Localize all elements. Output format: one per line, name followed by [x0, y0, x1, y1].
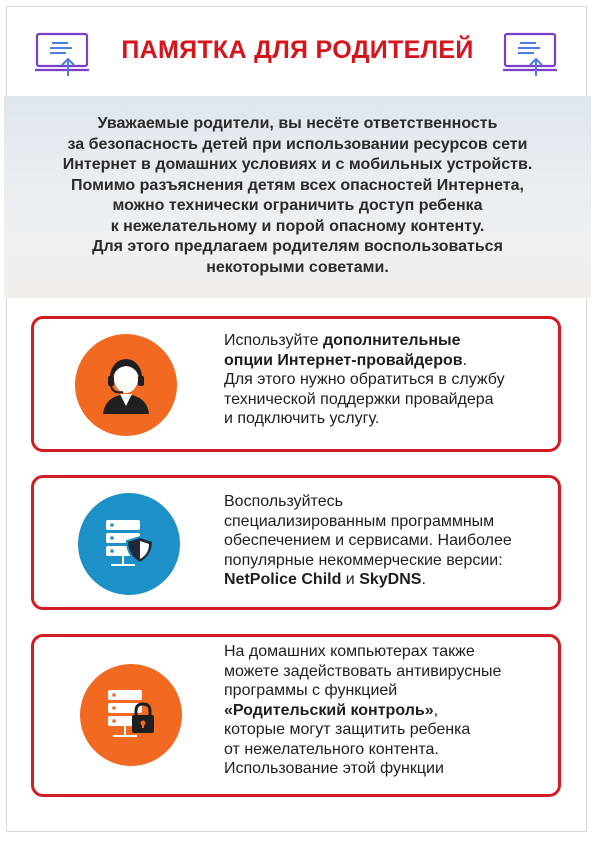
tip-text-segment: и — [341, 571, 360, 588]
intro-line: Интернет в домашних условиях и с мобильных устройств. — [62, 156, 533, 173]
tip-line: специализированным программным — [224, 512, 495, 530]
header — [0, 0, 595, 98]
tip-icon-circle — [75, 334, 177, 436]
tip-text — [224, 331, 505, 429]
support-operator-icon — [75, 334, 177, 436]
tip-line: обеспечением и сервисами. Наиболее — [224, 532, 512, 549]
server-shield-icon — [78, 493, 180, 595]
tip-text-segment: , — [433, 701, 439, 719]
tip-text-segment: . — [462, 351, 468, 369]
server-lock-icon — [80, 664, 182, 766]
tip-line: можете задействовать антивирусные — [224, 662, 502, 680]
tip-line: Воспользуйтесь — [224, 493, 343, 510]
tip-line: технической поддержки провайдера — [224, 390, 494, 408]
tip-highlight: «Родительский контроль» — [224, 701, 434, 719]
tip-highlight: опции Интернет-провайдеров — [224, 351, 463, 369]
intro-line: Помимо разъяснения детям всех опасностей Интернета, — [71, 176, 524, 194]
tip-highlight: NetPolice Child — [224, 571, 342, 588]
tip-text-segment: . — [421, 571, 426, 588]
tip-icon-circle — [78, 493, 180, 595]
tip-line: популярные некоммерческие версии: — [224, 551, 503, 569]
tip-line: На домашних компьютерах также — [224, 643, 475, 660]
intro-line: некоторыми советами. — [206, 258, 389, 276]
page-title: ПАМЯТКА ДЛЯ РОДИТЕЛЕЙ — [121, 36, 474, 64]
tip-text — [224, 642, 501, 779]
tip-card-software — [31, 475, 561, 610]
tip-line: от нежелательного контента. — [224, 740, 439, 758]
tip-highlight: дополнительные — [322, 332, 461, 349]
monitor-upload-icon — [502, 30, 558, 80]
tip-line: программы с функцией — [224, 682, 398, 699]
intro-line: за безопасность детей при использовании ресурсов сети — [67, 135, 528, 153]
intro-text — [4, 114, 591, 278]
intro-line: Для этого предлагаем родителям воспользоваться — [92, 238, 503, 255]
tip-card-antivirus — [31, 634, 561, 797]
tip-line: которые могут защитить ребенка — [224, 721, 471, 738]
tip-text-segment: Используйте — [224, 332, 323, 349]
tip-icon-circle — [80, 664, 182, 766]
tip-line: Для этого нужно обратиться в службу — [224, 371, 505, 388]
tip-line: Использование этой функции — [224, 760, 444, 777]
intro-panel — [4, 96, 591, 298]
tip-card-provider — [31, 316, 561, 452]
tip-line: и подключить услугу. — [224, 410, 380, 427]
tip-highlight: SkyDNS — [359, 571, 422, 588]
intro-line: к нежелательному и порой опасному контенту. — [110, 217, 485, 235]
tip-text — [224, 492, 512, 590]
intro-line: можно технически ограничить доступ ребенка — [112, 197, 483, 214]
intro-line: Уважаемые родители, вы несёте ответственность — [97, 115, 498, 132]
